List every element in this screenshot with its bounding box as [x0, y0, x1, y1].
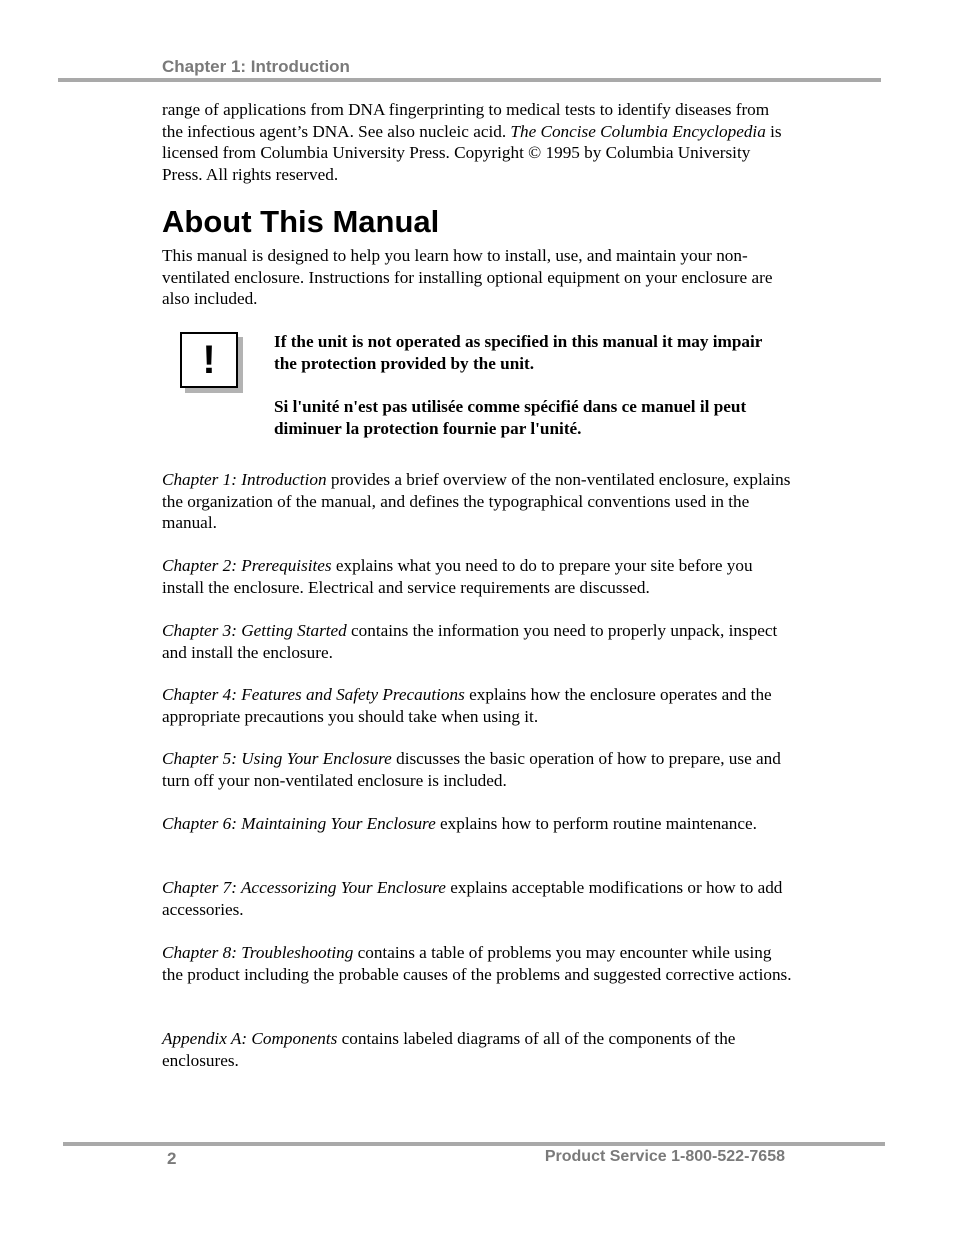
page-number: 2: [167, 1149, 177, 1168]
chapter-title: Appendix A: Components: [162, 1029, 338, 1048]
intro-text-b: is licensed from Columbia University Press. Copyright © 1995 by Columbia University Press. All rights reserved.: [162, 121, 782, 184]
chapter-title: Chapter 4: Features and Safety Precautions: [162, 685, 465, 704]
chapter-desc: contains the information you need to properly unpack, inspect and install the enclosure.: [162, 621, 778, 662]
chapter-desc: explains how the enclosure operates and the appropriate precautions you should take when using it.: [162, 685, 772, 726]
intro-paragraph: [162, 99, 792, 185]
warning-icon: [180, 332, 238, 388]
chapter-title: Chapter 6: Maintaining Your Enclosure: [162, 814, 436, 833]
header-divider: [58, 78, 881, 82]
chapter-title: Chapter 2: Prerequisites: [162, 556, 332, 575]
chapter-description: [162, 813, 792, 835]
chapter-description: [162, 748, 792, 791]
chapter-description: [162, 684, 792, 727]
chapter-desc: explains how to perform routine maintenance.: [435, 814, 757, 833]
chapter-description: [162, 555, 792, 598]
section-title: About This Manual: [162, 204, 440, 239]
chapter-title: Chapter 5: Using Your Enclosure: [162, 749, 392, 768]
chapter-title: Chapter 1: Introduction: [162, 470, 327, 489]
chapter-desc: contains a table of problems you may encounter while using the product including the probable causes of the problems and suggested corrective actions.: [162, 943, 792, 984]
chapter-title: Chapter 7: Accessorizing Your Enclosure: [162, 878, 446, 897]
chapter-description: [162, 942, 792, 985]
product-service-phone: Product Service 1-800-522-7658: [544, 1148, 785, 1165]
footer-divider: [63, 1142, 885, 1146]
chapter-desc: provides a brief overview of the non-ventilated enclosure, explains the organization of the manual, and defines the typographical conventions used in the manual.: [162, 470, 791, 532]
chapter-description: [162, 620, 792, 663]
chapter-desc: discusses the basic operation of how to prepare, use and turn off your non-ventilated enclosure is included.: [162, 749, 781, 790]
warning-french: Si l'unité n'est pas utilisée comme spécifié dans ce manuel il peut diminuer la protection fournie par l'unité.: [274, 397, 747, 438]
chapter-desc: explains acceptable modifications or how to add accessories.: [162, 878, 783, 919]
chapter-desc: contains labeled diagrams of all of the components of the enclosures.: [162, 1029, 736, 1070]
chapter-description: [162, 469, 792, 534]
chapter-desc: explains what you need to do to prepare your site before you install the enclosure. Electrical and service requirements are discussed.: [162, 556, 753, 597]
chapter-description: [162, 877, 792, 920]
chapter-title: Chapter 8: Troubleshooting: [162, 943, 354, 962]
warning-english: If the unit is not operated as specified in this manual it may impair the protection provided by the unit.: [274, 332, 763, 373]
chapter-title: Chapter 3: Getting Started: [162, 621, 347, 640]
intro-text-a: range of applications from DNA fingerprinting to medical tests to identify diseases from the infectious agent’s DNA. See also nucleic acid.: [162, 100, 770, 141]
chapter-description: [162, 1028, 792, 1071]
running-header: Chapter 1: Introduction: [162, 57, 350, 76]
encyclopedia-title: The Concise Columbia Encyclopedia: [510, 121, 766, 141]
section-intro: This manual is designed to help you learn how to install, use, and maintain your non-ventilated enclosure. Instructions for installing optional equipment on your enclosure are also included.: [162, 246, 773, 308]
exclamation-icon: !: [202, 338, 216, 382]
